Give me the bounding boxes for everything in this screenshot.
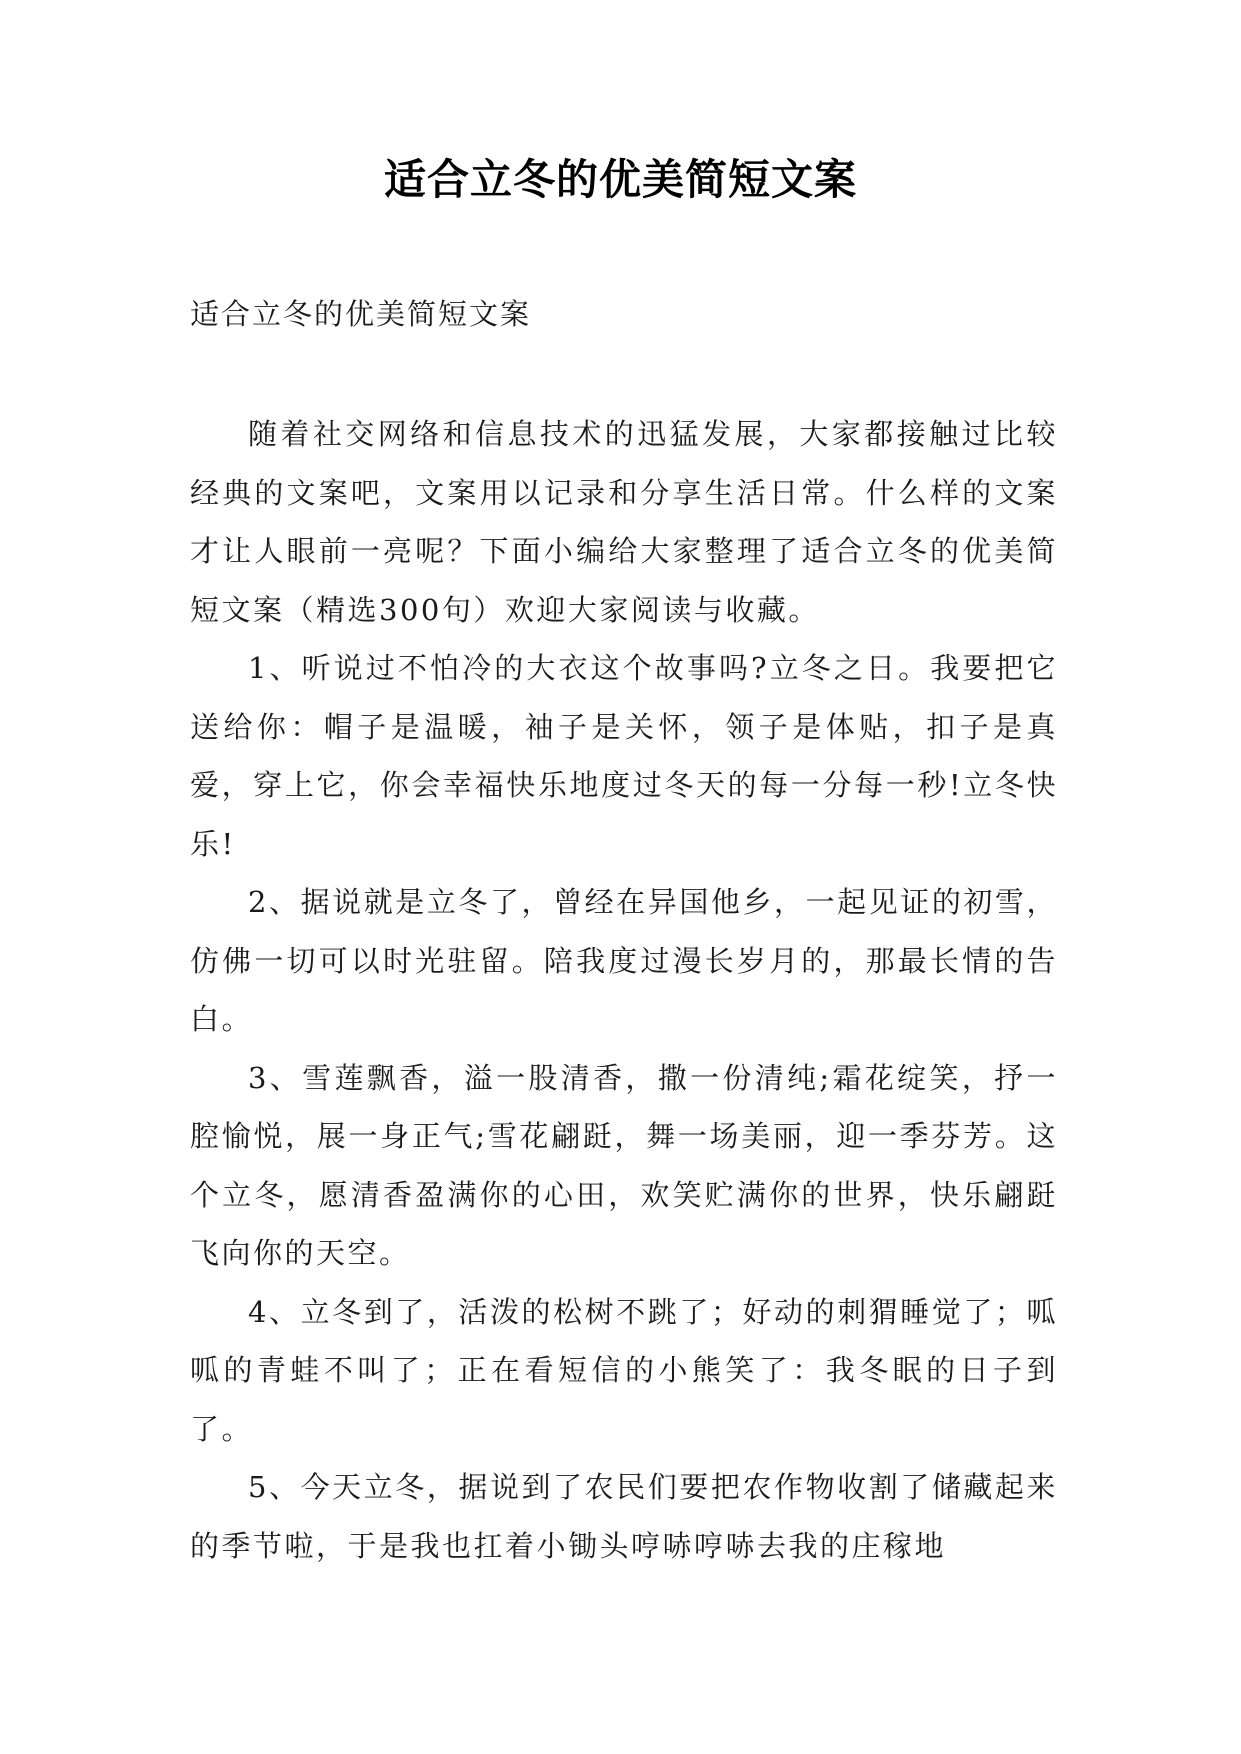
paragraph-item-2: 2、据说就是立冬了，曾经在异国他乡，一起见证的初雪，仿佛一切可以时光驻留。陪我度过漫长岁月的，那最长情的告白。	[190, 885, 1058, 1036]
paragraph-item-4: 4、立冬到了，活泼的松树不跳了；好动的刺猬睡觉了；呱呱的青蛙不叫了；正在看短信的小熊笑了：我冬眠的日子到了。	[190, 1294, 1058, 1446]
document-subtitle: 适合立冬的优美简短文案	[190, 297, 532, 331]
paragraph-item-5: 5、今天立冬，据说到了农民们要把农作物收割了储藏起来的季节啦，于是我也扛着小锄头哼哧哼哧去我的庄稼地	[190, 1470, 1058, 1563]
paragraph-item-3: 3、雪莲飘香，溢一股清香，撒一份清纯;霜花绽笑，抒一腔愉悦，展一身正气;雪花翩跹，舞一场美丽，迎一季芬芳。这个立冬，愿清香盈满你的心田，欢笑贮满你的世界，快乐翩跹飞向你的天空。	[190, 1060, 1058, 1270]
intro-paragraph: 随着社交网络和信息技术的迅猛发展，大家都接触过比较经典的文案吧，文案用以记录和分享生活日常。什么样的文案才让人眼前一亮呢？下面小编给大家整理了适合立冬的优美简短文案（精选300句）欢迎大家阅读与收藏。	[190, 417, 1058, 627]
paragraph-item-1: 1、听说过不怕冷的大衣这个故事吗?立冬之日。我要把它送给你：帽子是温暖，袖子是关怀，领子是体贴，扣子是真爱，穿上它，你会幸福快乐地度过冬天的每一分每一秒!立冬快乐!	[190, 651, 1058, 861]
document-body	[190, 405, 1058, 1575]
document-title: 适合立冬的优美简短文案	[383, 155, 857, 204]
